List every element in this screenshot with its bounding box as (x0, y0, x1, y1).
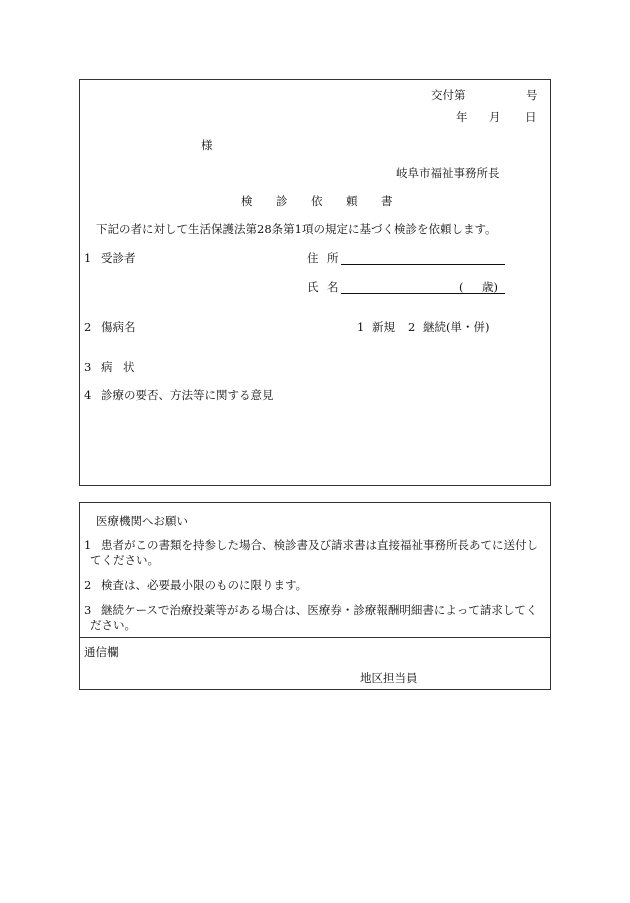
section-2-label: 傷病名 (101, 320, 136, 334)
date-month: 月 (489, 110, 501, 124)
notice-box (79, 502, 551, 690)
request-statement: 下記の者に対して生活保護法第28条第1項の規定に基づく検診を依頼します。 (96, 222, 497, 236)
name-label-2: 名 (327, 280, 339, 294)
notice-item-2-number: 2 (84, 578, 92, 592)
section-1-number: 1 (84, 251, 92, 265)
name-label-1: 氏 (307, 280, 319, 294)
address-label-2: 所 (327, 251, 339, 265)
issue-number-prefix: 交付第 (431, 88, 466, 102)
section-3-label-2: 状 (123, 360, 135, 374)
option-new-label: 新規 (372, 320, 395, 334)
option-continue-number: 2 (408, 320, 416, 334)
notice-item-1-number: 1 (84, 538, 92, 552)
option-continue-label: 継続(単・併) (423, 320, 490, 334)
notice-item-1-line2: てください。 (90, 553, 159, 567)
notice-item-3-line1: 継続ケースで治療投薬等がある場合は、医療券・診療報酬明細書によって請求してく (101, 603, 538, 617)
section-1-label: 受診者 (101, 251, 136, 265)
issue-number-suffix: 号 (526, 88, 538, 102)
section-3-label-1: 病 (101, 360, 113, 374)
address-underline (341, 264, 505, 265)
title-char-4: 頼 (346, 194, 358, 208)
title-char-5: 書 (381, 194, 393, 208)
age-open-paren: ( (459, 280, 464, 294)
section-4-label: 診療の要否、方法等に関する意見 (101, 388, 274, 402)
notice-item-2-line1: 検査は、必要最小限のものに限ります。 (101, 578, 308, 592)
notice-item-3-line2: ださい。 (90, 618, 136, 632)
date-day: 日 (525, 110, 537, 124)
section-2-number: 2 (84, 320, 92, 334)
date-year: 年 (456, 110, 468, 124)
notice-item-3-number: 3 (84, 603, 92, 617)
title-char-1: 検 (241, 194, 253, 208)
district-staff-label: 地区担当員 (360, 671, 418, 685)
name-underline (341, 293, 505, 294)
communication-label: 通信欄 (84, 645, 119, 659)
title-char-3: 依 (311, 194, 323, 208)
notice-heading: 医療機関へお願い (96, 514, 188, 528)
recipient-honorific: 様 (201, 138, 213, 152)
title-char-2: 診 (276, 194, 288, 208)
address-label-1: 住 (307, 251, 319, 265)
notice-divider (79, 637, 551, 638)
section-4-number: 4 (84, 388, 92, 402)
option-new-number: 1 (357, 320, 365, 334)
issuer-name: 岐阜市福祉事務所長 (396, 166, 500, 180)
section-3-number: 3 (84, 360, 92, 374)
age-unit: 歳) (482, 280, 498, 294)
notice-item-1-line1: 患者がこの書類を持参した場合、検診書及び請求書は直接福祉事務所長あてに送付し (101, 538, 538, 552)
